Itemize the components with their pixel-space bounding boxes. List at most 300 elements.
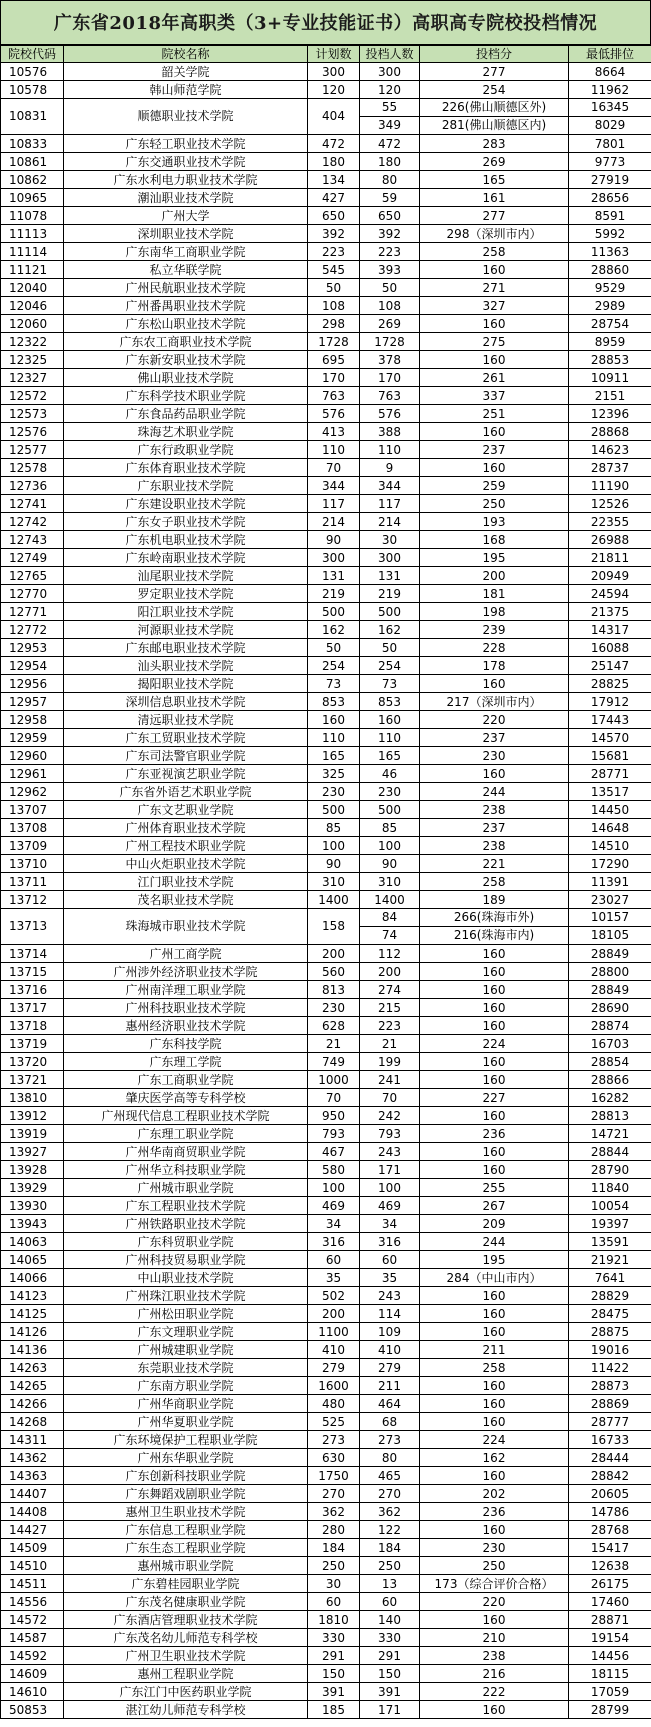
- admitted-count: 100: [360, 837, 420, 855]
- lowest-rank: 18115: [569, 1665, 651, 1683]
- plan-count: 21: [308, 1035, 360, 1053]
- table-row: [1, 837, 651, 855]
- lowest-rank: 28656: [569, 189, 651, 207]
- school-name: 广东工贸职业技术学院: [64, 729, 308, 747]
- lowest-rank: 14721: [569, 1125, 651, 1143]
- plan-count: 90: [308, 531, 360, 549]
- admission-score: 160: [420, 1377, 569, 1395]
- school-code: 13928: [1, 1161, 64, 1179]
- admission-score: 281(佛山顺德区内): [420, 117, 569, 135]
- admitted-count: 55: [360, 99, 420, 117]
- school-name: 河源职业技术学院: [64, 621, 308, 639]
- plan-count: 793: [308, 1125, 360, 1143]
- admitted-count: 378: [360, 351, 420, 369]
- plan-count: 362: [308, 1503, 360, 1521]
- admitted-count: 180: [360, 153, 420, 171]
- school-name: 揭阳职业技术学院: [64, 675, 308, 693]
- table-row: [1, 855, 651, 873]
- plan-count: 131: [308, 567, 360, 585]
- school-name: 私立华联学院: [64, 261, 308, 279]
- admitted-count: 500: [360, 801, 420, 819]
- plan-count: 30: [308, 1575, 360, 1593]
- plan-count: 749: [308, 1053, 360, 1071]
- school-name: 广东环境保护工程职业学院: [64, 1431, 308, 1449]
- lowest-rank: 16088: [569, 639, 651, 657]
- lowest-rank: 21921: [569, 1251, 651, 1269]
- lowest-rank: 20605: [569, 1485, 651, 1503]
- school-name: 广东亚视演艺职业学院: [64, 765, 308, 783]
- admitted-count: 215: [360, 999, 420, 1017]
- school-name: 广东酒店管理职业技术学院: [64, 1611, 308, 1629]
- admission-score: 216: [420, 1665, 569, 1683]
- plan-count: 300: [308, 549, 360, 567]
- admission-score: 160: [420, 1701, 569, 1719]
- school-name: 深圳职业技术学院: [64, 225, 308, 243]
- table-row: [1, 639, 651, 657]
- lowest-rank: 26175: [569, 1575, 651, 1593]
- table-row: [1, 135, 651, 153]
- table-row: [1, 963, 651, 981]
- school-name: 广州松田职业学院: [64, 1305, 308, 1323]
- school-name: 广东行政职业学院: [64, 441, 308, 459]
- admission-score: 160: [420, 675, 569, 693]
- table-row: [1, 585, 651, 603]
- admission-table: [0, 45, 651, 1719]
- school-name: 广东职业技术学院: [64, 477, 308, 495]
- lowest-rank: 11190: [569, 477, 651, 495]
- school-code: 12957: [1, 693, 64, 711]
- school-code: 12770: [1, 585, 64, 603]
- table-row: [1, 1323, 651, 1341]
- plan-count: 230: [308, 783, 360, 801]
- admitted-count: 68: [360, 1413, 420, 1431]
- school-code: 14510: [1, 1557, 64, 1575]
- header-rank: 最低排位: [569, 46, 651, 63]
- school-code: 12765: [1, 567, 64, 585]
- admission-score: 162: [420, 1449, 569, 1467]
- admission-score: 195: [420, 1251, 569, 1269]
- school-code: 12959: [1, 729, 64, 747]
- admission-score: 244: [420, 783, 569, 801]
- admitted-count: 650: [360, 207, 420, 225]
- school-name: 江门职业技术学院: [64, 873, 308, 891]
- plan-count: 1750: [308, 1467, 360, 1485]
- plan-count: 162: [308, 621, 360, 639]
- lowest-rank: 19016: [569, 1341, 651, 1359]
- plan-count: 134: [308, 171, 360, 189]
- lowest-rank: 2151: [569, 387, 651, 405]
- plan-count: 427: [308, 189, 360, 207]
- table-row: [1, 99, 651, 117]
- admitted-count: 110: [360, 729, 420, 747]
- table-title: 广东省2018年高职类（3+专业技能证书）高职高专院校投档情况: [0, 0, 651, 45]
- table-row: [1, 297, 651, 315]
- lowest-rank: 8591: [569, 207, 651, 225]
- school-code: 14066: [1, 1269, 64, 1287]
- admission-score: 160: [420, 1395, 569, 1413]
- school-name: 茂名职业技术学院: [64, 891, 308, 909]
- table-row: [1, 1359, 651, 1377]
- plan-count: 325: [308, 765, 360, 783]
- admitted-count: 59: [360, 189, 420, 207]
- table-row: [1, 1683, 651, 1701]
- school-name: 广州现代信息工程职业技术学院: [64, 1107, 308, 1125]
- admitted-count: 393: [360, 261, 420, 279]
- table-row: [1, 1269, 651, 1287]
- admitted-count: 241: [360, 1071, 420, 1089]
- plan-count: 250: [308, 1557, 360, 1575]
- admission-score: 238: [420, 1647, 569, 1665]
- school-name: 阳江职业技术学院: [64, 603, 308, 621]
- plan-count: 110: [308, 729, 360, 747]
- admitted-count: 392: [360, 225, 420, 243]
- school-name: 广东生态工程职业学院: [64, 1539, 308, 1557]
- table-row: [1, 1485, 651, 1503]
- plan-count: 110: [308, 441, 360, 459]
- admission-score: 160: [420, 1323, 569, 1341]
- plan-count: 525: [308, 1413, 360, 1431]
- admission-score: 165: [420, 171, 569, 189]
- plan-count: 330: [308, 1629, 360, 1647]
- lowest-rank: 28868: [569, 423, 651, 441]
- admission-score: 160: [420, 945, 569, 963]
- table-row: [1, 1521, 651, 1539]
- table-row: [1, 1467, 651, 1485]
- plan-count: 150: [308, 1665, 360, 1683]
- admitted-count: 223: [360, 243, 420, 261]
- admitted-count: 199: [360, 1053, 420, 1071]
- admission-score: 160: [420, 423, 569, 441]
- admission-score: 267: [420, 1197, 569, 1215]
- plan-count: 813: [308, 981, 360, 999]
- admitted-count: 472: [360, 135, 420, 153]
- lowest-rank: 24594: [569, 585, 651, 603]
- school-name: 肇庆医学高等专科学校: [64, 1089, 308, 1107]
- plan-count: 467: [308, 1143, 360, 1161]
- plan-count: 469: [308, 1197, 360, 1215]
- lowest-rank: 21811: [569, 549, 651, 567]
- admitted-count: 13: [360, 1575, 420, 1593]
- table-row: [1, 207, 651, 225]
- plan-count: 165: [308, 747, 360, 765]
- school-code: 12960: [1, 747, 64, 765]
- school-code: 14363: [1, 1467, 64, 1485]
- admission-score: 239: [420, 621, 569, 639]
- admitted-count: 84: [360, 909, 420, 927]
- admission-score: 202: [420, 1485, 569, 1503]
- school-name: 广东女子职业技术学院: [64, 513, 308, 531]
- lowest-rank: 13591: [569, 1233, 651, 1251]
- table-row: [1, 225, 651, 243]
- admission-score: 258: [420, 243, 569, 261]
- school-code: 12573: [1, 405, 64, 423]
- plan-count: 853: [308, 693, 360, 711]
- plan-count: 170: [308, 369, 360, 387]
- table-row: [1, 423, 651, 441]
- admission-score: 216(珠海市内): [420, 927, 569, 945]
- school-code: 13717: [1, 999, 64, 1017]
- admission-score: 160: [420, 963, 569, 981]
- plan-count: 50: [308, 639, 360, 657]
- school-name: 广州体育职业技术学院: [64, 819, 308, 837]
- lowest-rank: 28754: [569, 315, 651, 333]
- admitted-count: 34: [360, 1215, 420, 1233]
- school-code: 12040: [1, 279, 64, 297]
- lowest-rank: 28874: [569, 1017, 651, 1035]
- plan-count: 1600: [308, 1377, 360, 1395]
- school-name: 广州工程技术职业学院: [64, 837, 308, 855]
- admission-score: 160: [420, 1611, 569, 1629]
- admitted-count: 165: [360, 747, 420, 765]
- table-row: [1, 999, 651, 1017]
- school-name: 广州番禺职业技术学院: [64, 297, 308, 315]
- lowest-rank: 28777: [569, 1413, 651, 1431]
- admission-score: 283: [420, 135, 569, 153]
- school-code: 12327: [1, 369, 64, 387]
- lowest-rank: 28842: [569, 1467, 651, 1485]
- admitted-count: 112: [360, 945, 420, 963]
- table-row: [1, 1233, 651, 1251]
- admission-score: 224: [420, 1431, 569, 1449]
- admission-score: 259: [420, 477, 569, 495]
- admitted-count: 150: [360, 1665, 420, 1683]
- plan-count: 254: [308, 657, 360, 675]
- school-code: 10861: [1, 153, 64, 171]
- admission-score: 210: [420, 1629, 569, 1647]
- table-row: [1, 513, 651, 531]
- admission-score: 237: [420, 729, 569, 747]
- lowest-rank: 28771: [569, 765, 651, 783]
- table-row: [1, 315, 651, 333]
- school-name: 广东舞蹈戏剧职业学院: [64, 1485, 308, 1503]
- school-code: 12046: [1, 297, 64, 315]
- admitted-count: 214: [360, 513, 420, 531]
- school-code: 10965: [1, 189, 64, 207]
- plan-count: 280: [308, 1521, 360, 1539]
- lowest-rank: 11422: [569, 1359, 651, 1377]
- school-name: 广州珠江职业技术学院: [64, 1287, 308, 1305]
- table-row: [1, 1503, 651, 1521]
- lowest-rank: 14786: [569, 1503, 651, 1521]
- plan-count: 763: [308, 387, 360, 405]
- plan-count: 410: [308, 1341, 360, 1359]
- table-row: [1, 945, 651, 963]
- table-row: [1, 1071, 651, 1089]
- school-name: 广东体育职业技术学院: [64, 459, 308, 477]
- lowest-rank: 28768: [569, 1521, 651, 1539]
- table-row: [1, 891, 651, 909]
- table-row: [1, 1107, 651, 1125]
- plan-count: 270: [308, 1485, 360, 1503]
- school-code: 13929: [1, 1179, 64, 1197]
- school-code: 12962: [1, 783, 64, 801]
- table-row: [1, 1395, 651, 1413]
- plan-count: 300: [308, 63, 360, 81]
- admitted-count: 391: [360, 1683, 420, 1701]
- table-row: [1, 351, 651, 369]
- school-name: 顺德职业技术学院: [64, 99, 308, 135]
- school-name: 佛山职业技术学院: [64, 369, 308, 387]
- school-name: 广州科技贸易职业学院: [64, 1251, 308, 1269]
- table-row: [1, 1449, 651, 1467]
- school-code: 14511: [1, 1575, 64, 1593]
- lowest-rank: 28799: [569, 1701, 651, 1719]
- school-code: 13714: [1, 945, 64, 963]
- admission-score: 236: [420, 1125, 569, 1143]
- admitted-count: 74: [360, 927, 420, 945]
- admission-score: 221: [420, 855, 569, 873]
- table-row: [1, 1125, 651, 1143]
- plan-count: 160: [308, 711, 360, 729]
- admission-score: 160: [420, 1017, 569, 1035]
- school-name: 广东科技学院: [64, 1035, 308, 1053]
- lowest-rank: 9529: [569, 279, 651, 297]
- plan-count: 628: [308, 1017, 360, 1035]
- table-row: [1, 693, 651, 711]
- school-code: 12577: [1, 441, 64, 459]
- admitted-count: 362: [360, 1503, 420, 1521]
- lowest-rank: 10054: [569, 1197, 651, 1215]
- admission-score: 284（中山市内）: [420, 1269, 569, 1287]
- lowest-rank: 28849: [569, 981, 651, 999]
- plan-count: 223: [308, 243, 360, 261]
- school-name: 广东建设职业技术学院: [64, 495, 308, 513]
- admitted-count: 388: [360, 423, 420, 441]
- school-name: 广东轻工职业技术学院: [64, 135, 308, 153]
- school-name: 广东信息工程职业学院: [64, 1521, 308, 1539]
- school-code: 14556: [1, 1593, 64, 1611]
- admitted-count: 108: [360, 297, 420, 315]
- plan-count: 580: [308, 1161, 360, 1179]
- table-row: [1, 1593, 651, 1611]
- school-name: 广州南洋理工职业学院: [64, 981, 308, 999]
- table-row: [1, 819, 651, 837]
- plan-count: 630: [308, 1449, 360, 1467]
- lowest-rank: 10911: [569, 369, 651, 387]
- admission-score: 209: [420, 1215, 569, 1233]
- table-row: [1, 1287, 651, 1305]
- school-name: 广东食品药品职业学院: [64, 405, 308, 423]
- school-name: 广东新安职业技术学院: [64, 351, 308, 369]
- school-code: 14268: [1, 1413, 64, 1431]
- admitted-count: 9: [360, 459, 420, 477]
- table-row: [1, 675, 651, 693]
- plan-count: 200: [308, 945, 360, 963]
- admission-score: 193: [420, 513, 569, 531]
- plan-count: 472: [308, 135, 360, 153]
- admitted-count: 100: [360, 1179, 420, 1197]
- table-row: [1, 729, 651, 747]
- lowest-rank: 14317: [569, 621, 651, 639]
- plan-count: 1400: [308, 891, 360, 909]
- school-name: 罗定职业技术学院: [64, 585, 308, 603]
- plan-count: 279: [308, 1359, 360, 1377]
- school-name: 韶关学院: [64, 63, 308, 81]
- school-code: 14572: [1, 1611, 64, 1629]
- admission-score: 255: [420, 1179, 569, 1197]
- lowest-rank: 28475: [569, 1305, 651, 1323]
- admission-score: 226(佛山顺德区外): [420, 99, 569, 117]
- admission-score: 258: [420, 873, 569, 891]
- admission-score: 266(珠海市外): [420, 909, 569, 927]
- lowest-rank: 13517: [569, 783, 651, 801]
- school-code: 13720: [1, 1053, 64, 1071]
- school-code: 14125: [1, 1305, 64, 1323]
- school-code: 11121: [1, 261, 64, 279]
- admitted-count: 279: [360, 1359, 420, 1377]
- lowest-rank: 28871: [569, 1611, 651, 1629]
- admitted-count: 270: [360, 1485, 420, 1503]
- school-name: 广州铁路职业技术学院: [64, 1215, 308, 1233]
- school-name: 广东岭南职业技术学院: [64, 549, 308, 567]
- admitted-count: 60: [360, 1251, 420, 1269]
- admitted-count: 230: [360, 783, 420, 801]
- school-code: 12958: [1, 711, 64, 729]
- lowest-rank: 19397: [569, 1215, 651, 1233]
- school-code: 14263: [1, 1359, 64, 1377]
- admitted-count: 300: [360, 63, 420, 81]
- lowest-rank: 17912: [569, 693, 651, 711]
- table-row: [1, 63, 651, 81]
- lowest-rank: 28829: [569, 1287, 651, 1305]
- school-code: 12736: [1, 477, 64, 495]
- school-code: 13710: [1, 855, 64, 873]
- admitted-count: 117: [360, 495, 420, 513]
- table-row: [1, 873, 651, 891]
- lowest-rank: 10157: [569, 909, 651, 927]
- admission-score: 168: [420, 531, 569, 549]
- admitted-count: 242: [360, 1107, 420, 1125]
- school-name: 惠州卫生职业技术学院: [64, 1503, 308, 1521]
- school-code: 14311: [1, 1431, 64, 1449]
- table-row: [1, 1539, 651, 1557]
- school-name: 湛江幼儿师范专科学校: [64, 1701, 308, 1719]
- admission-score: 160: [420, 1143, 569, 1161]
- school-code: 14123: [1, 1287, 64, 1305]
- admitted-count: 184: [360, 1539, 420, 1557]
- plan-count: 576: [308, 405, 360, 423]
- header-score: 投档分: [420, 46, 569, 63]
- table-row: [1, 765, 651, 783]
- school-name: 惠州工程职业学院: [64, 1665, 308, 1683]
- table-row: [1, 1341, 651, 1359]
- plan-count: 185: [308, 1701, 360, 1719]
- admitted-count: 60: [360, 1593, 420, 1611]
- school-name: 中山火炬职业技术学院: [64, 855, 308, 873]
- table-row: [1, 783, 651, 801]
- admission-score: 238: [420, 801, 569, 819]
- lowest-rank: 28800: [569, 963, 651, 981]
- lowest-rank: 28849: [569, 945, 651, 963]
- admitted-count: 85: [360, 819, 420, 837]
- plan-count: 545: [308, 261, 360, 279]
- school-name: 广州科技职业技术学院: [64, 999, 308, 1017]
- admission-score: 161: [420, 189, 569, 207]
- admitted-count: 410: [360, 1341, 420, 1359]
- admission-score: 244: [420, 1233, 569, 1251]
- table-row: [1, 1215, 651, 1233]
- school-code: 13930: [1, 1197, 64, 1215]
- lowest-rank: 8029: [569, 117, 651, 135]
- admission-score: 238: [420, 837, 569, 855]
- plan-count: 500: [308, 603, 360, 621]
- admission-score: 160: [420, 981, 569, 999]
- school-code: 13912: [1, 1107, 64, 1125]
- admission-score: 178: [420, 657, 569, 675]
- school-name: 广州工商学院: [64, 945, 308, 963]
- table-row: [1, 1305, 651, 1323]
- admitted-count: 250: [360, 1557, 420, 1575]
